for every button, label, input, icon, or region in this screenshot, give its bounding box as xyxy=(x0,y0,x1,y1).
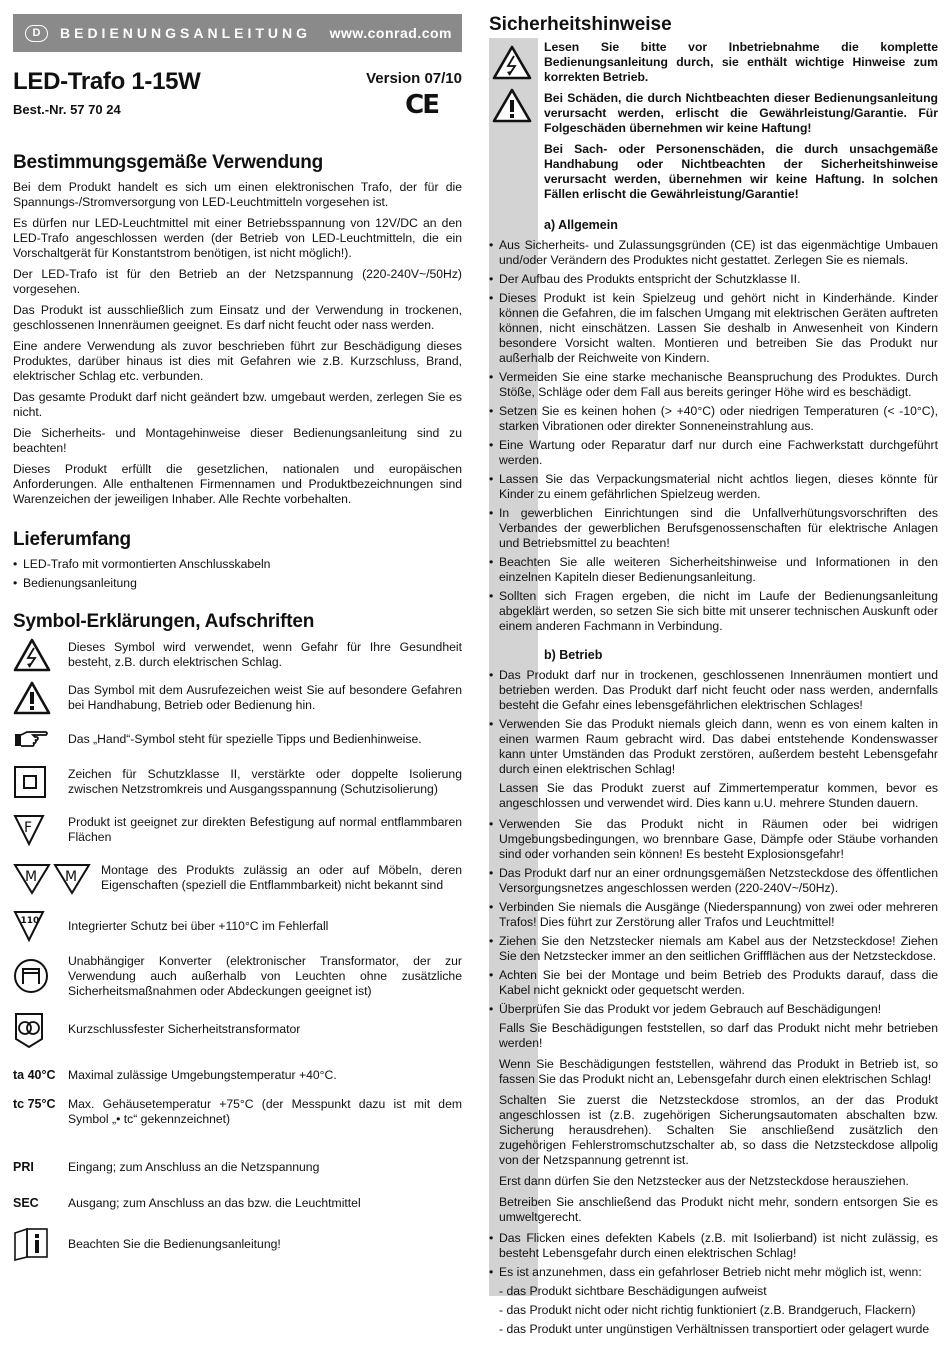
symbol-row xyxy=(13,903,462,949)
symbol-row xyxy=(13,1095,462,1149)
symbol-description: Integrierter Schutz bei über +110°C im Fehlerfall xyxy=(68,918,329,933)
symbol-code: SEC xyxy=(13,1196,39,1210)
symbol-description: Montage des Produkts zulässig an oder auf Möbeln, deren Eigenschaften (speziell die Entflammbarkeit) nicht bekannt sind xyxy=(101,863,462,892)
indented-note: Wenn Sie Beschädigungen feststellen, während das Produkt in Betrieb ist, so fassen Sie das Produkt nicht an, Lebensgefahr durch einen elektrischen Schlag! xyxy=(499,1057,938,1086)
order-number: Best.-Nr. 57 70 24 xyxy=(13,102,121,117)
list-item: • Überprüfen Sie das Produkt vor jedem Gebrauch auf Beschädigungen! xyxy=(489,1002,938,1017)
indented-note: Schalten Sie zuerst die Netzsteckdose stromlos, an der das Produkt angeschlossen ist (z.B. zugehörigen Sicherungsautomaten abschalten bzw. Sicherung herausdrehen). Schalten Sie anschließend zusätzlich den zugehörigen Fehlerstromschutzschalter ab, so dass die Netzsteckdose allpolig von der Netzspannung getrennt ist. xyxy=(499,1093,938,1167)
electric-warning-icon xyxy=(13,638,68,672)
intro-paragraph: Bei Sach- oder Personenschäden, die durch unsachgemäße Handhabung oder Nichtbeachten der Sicherheitshinweise verursacht werden, übernehmen wir keine Haftung. In solchen Fällen erlischt die Gewährleistung/Garantie! xyxy=(544,142,938,201)
mm-mark-icon xyxy=(13,861,101,895)
symbols-heading: Symbol-Erklärungen, Aufschriften xyxy=(13,611,315,632)
f-mark-icon xyxy=(13,814,68,846)
delivery-heading: Lieferumfang xyxy=(13,529,131,550)
ce-mark-icon: CE xyxy=(405,90,438,120)
header-url: www.conrad.com xyxy=(329,25,452,41)
usage-paragraph: Dieses Produkt erfüllt die gesetzlichen, nationalen und europäischen Anforderungen. Alle enthaltenen Firmennamen und Produktbezeichnungen sind Warenzeichen der jeweiligen Inhaber. Alle Rechte vorbehalten. xyxy=(13,462,462,506)
list-item: • Lassen Sie das Verpackungsmaterial nicht achtlos liegen, dieses könnte für Kinder zu einem gefährlichen Spielzeug werden. xyxy=(489,472,938,502)
symbol-row xyxy=(13,949,462,1003)
symbol-row xyxy=(13,1221,462,1267)
symbol-row xyxy=(13,721,462,757)
safety-content xyxy=(489,40,938,1337)
electric-warning-icon xyxy=(492,45,532,81)
symbols-section xyxy=(13,611,462,1267)
operation-list xyxy=(489,668,938,1337)
intro-paragraph: Bei Schäden, die durch Nichtbeachten dieser Bedienungsanleitung verursacht werden, erlischt die Gewährleistung/Garantie. Für Folgeschäden übernehmen wir keine Haftung! xyxy=(544,91,938,135)
symbol-code: tc 75°C xyxy=(13,1097,56,1111)
indented-note: Lassen Sie das Produkt zuerst auf Zimmertemperatur kommen, bevor es angeschlossen und verwendet wird. Dies kann u.U. mehrere Stunden dauern. xyxy=(499,781,938,810)
symbol-row xyxy=(13,853,462,903)
hand-pointer-icon xyxy=(13,728,68,750)
language-badge: D xyxy=(25,25,48,42)
symbol-description: Eingang; zum Anschluss an die Netzspannung xyxy=(68,1159,320,1174)
safety-intro xyxy=(544,40,938,202)
list-item: • Aus Sicherheits- und Zulassungsgründen (CE) ist das eigenmächtige Umbauen und/oder Verändern des Produktes nicht gestattet. Zerlegen Sie es niemals. xyxy=(489,238,938,268)
list-item-text: Das Produkt darf nur in trockenen, geschlossenen Innenräumen montiert und betrieben werden. Das Produkt darf nicht feucht oder nass werden, andernfalls besteht die Gefahr eines lebensgefährlichen elektrischen Schlages! xyxy=(499,668,938,712)
symbol-row xyxy=(13,807,462,853)
list-item: • Dieses Produkt ist kein Spielzeug und gehört nicht in Kinderhände. Kinder können die Gefahren, die im falschen Umgang mit elektrischen Geräten auftreten können, nicht einschätzen. Lassen Sie deshalb in Anwesenheit von Kindern besondere Vorsicht walten. Montieren und betreiben Sie das Produkt nur außerhalb der Reichweite von Kindern. xyxy=(489,291,938,366)
product-title: LED-Trafo 1-15W xyxy=(13,68,201,95)
list-item: • Vermeiden Sie eine starke mechanische Beanspruchung des Produktes. Durch Stöße, Schläge oder dem Fall aus bereits geringer Höhe wird es beschädigt. xyxy=(489,370,938,400)
general-list xyxy=(489,238,938,634)
header-bar xyxy=(13,14,462,52)
operation-heading: b) Betrieb xyxy=(544,648,603,662)
list-item: • Ziehen Sie den Netzstecker niemals am Kabel aus der Netzsteckdose! Ziehen Sie den Netzstecker immer an den seitlichen Griffflächen aus der Netzsteckdose. xyxy=(489,934,938,964)
temp-110-icon xyxy=(13,910,68,942)
list-item: • Achten Sie bei der Montage und beim Betrieb des Produkts darauf, dass die Kabel nicht geknickt oder gequetscht werden. xyxy=(489,968,938,998)
dash-item: - das Produkt nicht oder nicht richtig funktioniert (z.B. Brandgeruch, Flackern) xyxy=(499,1303,916,1317)
list-item: • Verwenden Sie das Produkt nicht in Räumen oder bei widrigen Umgebungsbedingungen, wo brennbare Gase, Dämpfe oder Stäube vorhanden sind oder vorhanden sein können! Es besteht Explosionsgefahr! xyxy=(489,817,938,862)
list-item: • In gewerblichen Einrichtungen sind die Unfallverhütungsvorschriften des Verbandes der gewerblichen Berufsgenossenschaften für elektrische Anlagen und Betriebsmittel zu beachten! xyxy=(489,506,938,551)
usage-paragraph: Der LED-Trafo ist für den Betrieb an der Netzspannung (220-240V~/50Hz) vorgesehen. xyxy=(13,267,462,296)
independent-converter-icon xyxy=(13,958,68,994)
symbol-row xyxy=(13,635,462,675)
usage-paragraph: Bei dem Produkt handelt es sich um einen elektronischen Trafo, der für die Spannungs-/Stromversorgung von LED-Leuchtmitteln vorgesehen ist. xyxy=(13,180,462,209)
usage-heading: Bestimmungsgemäße Verwendung xyxy=(13,152,324,173)
symbol-row xyxy=(13,675,462,721)
symbol-code: ta 40°C xyxy=(13,1068,56,1082)
symbol-code: PRI xyxy=(13,1160,34,1174)
list-item: • Verbinden Sie niemals die Ausgänge (Niederspannung) von zwei oder mehreren Trafos! Dies führt zur Zerstörung aller Trafos und Leuchtmittel! xyxy=(489,900,938,930)
list-item-text: Verwenden Sie das Produkt niemals gleich dann, wenn es von einem kalten in einen warmen Raum gebracht wird. Das dabei entstehende Kondenswasser kann unter Umständen das Produkt zerstören, außerdem besteht Lebensgefahr durch einen elektrischen Schlag! xyxy=(499,717,938,776)
list-item: • Der Aufbau des Produkts entspricht der Schutzklasse II. xyxy=(489,272,938,287)
usage-paragraph: Die Sicherheits- und Montagehinweise dieser Bedienungsanleitung sind zu beachten! xyxy=(13,426,462,455)
list-item: • Bedienungsanleitung xyxy=(13,576,462,591)
protection-class-ii-icon xyxy=(13,765,68,799)
header-title: BEDIENUNGSANLEITUNG xyxy=(60,25,312,41)
exclamation-warning-icon xyxy=(492,88,532,124)
symbol-description: Das „Hand“-Symbol steht für spezielle Tipps und Bedienhinweise. xyxy=(68,731,422,746)
usage-paragraph: Das gesamte Produkt darf nicht geändert bzw. umgebaut werden, zerlegen Sie es nicht. xyxy=(13,390,462,419)
symbol-description: Zeichen für Schutzklasse II, verstärkte oder doppelte Isolierung zwischen Netzstromkreis und Ausgangsspannung (Schutzisolierung) xyxy=(68,767,462,796)
list-item: • Setzen Sie es keinen hohen (> +40°C) oder niedrigen Temperaturen (< -10°C), starken Vibrationen oder direkter Sonneneinstrahlung aus. xyxy=(489,404,938,434)
indented-note: Erst dann dürfen Sie den Netzstecker aus der Netzsteckdose herausziehen. xyxy=(499,1174,909,1188)
symbol-row xyxy=(13,1149,462,1185)
usage-section xyxy=(13,152,462,507)
list-item xyxy=(489,668,938,713)
left-column xyxy=(13,14,462,1267)
symbol-description: Das Symbol mit dem Ausrufezeichen weist Sie auf besondere Gefahren bei Handhabung, Betrieb oder Bedienung hin. xyxy=(68,683,462,712)
symbol-description: Kurzschlussfester Sicherheitstransformator xyxy=(68,1021,301,1036)
list-item: • Beachten Sie alle weiteren Sicherheitshinweise und Informationen in den einzelnen Kapiteln dieser Bedienungsanleitung. xyxy=(489,555,938,585)
symbol-description: Produkt ist geeignet zur direkten Befestigung auf normal entflammbaren Flächen xyxy=(68,815,462,844)
symbol-row xyxy=(13,1055,462,1095)
version-label: Version 07/10 xyxy=(366,70,462,87)
general-heading: a) Allgemein xyxy=(544,218,618,232)
intro-paragraph: Lesen Sie bitte vor Inbetriebnahme die komplette Bedienungsanleitung durch, sie enthält wichtige Hinweise zum korrekten Betrieb. xyxy=(544,40,938,84)
symbol-description: Ausgang; zum Anschluss an das bzw. die Leuchtmittel xyxy=(68,1195,361,1210)
dash-item: - das Produkt sichtbare Beschädigungen aufweist xyxy=(499,1284,767,1298)
indented-note: Falls Sie Beschädigungen feststellen, so darf das Produkt nicht mehr betrieben werden! xyxy=(499,1021,938,1050)
symbol-description: Dieses Symbol wird verwendet, wenn Gefahr für Ihre Gesundheit besteht, z.B. durch elektrischen Schlag. xyxy=(68,640,462,669)
symbol-row xyxy=(13,1185,462,1221)
svg-text:M: M xyxy=(65,869,78,885)
svg-text:F: F xyxy=(24,820,33,836)
dash-item: - das Produkt unter ungünstigen Verhältnissen transportiert oder gelagert wurde xyxy=(499,1322,930,1336)
safety-heading: Sicherheitshinweise xyxy=(489,14,672,35)
list-item: • Es ist anzunehmen, dass ein gefahrloser Betrieb nicht mehr möglich ist, wenn: xyxy=(489,1265,938,1280)
temp-110-label: 110 xyxy=(20,916,40,926)
usage-paragraph: Das Produkt ist ausschließlich zum Einsatz und der Verwendung in trockenen, geschlossenen Innenräumen geeignet. Es darf nicht feucht oder nass werden. xyxy=(13,303,462,332)
symbol-description: Max. Gehäusetemperatur +75°C (der Messpunkt dazu ist mit dem Symbol „• tc“ gekennzeichnet) xyxy=(68,1097,462,1126)
warning-icons xyxy=(492,45,532,129)
product-info xyxy=(13,68,462,148)
list-item: • Das Produkt darf nur an einer ordnungsgemäßen Netzsteckdose des öffentlichen Versorgungsnetzes angeschlossen werden (220-240V~/50Hz). xyxy=(489,866,938,896)
svg-text:M: M xyxy=(25,869,38,885)
symbol-description: Maximal zulässige Umgebungstemperatur +40°C. xyxy=(68,1067,337,1082)
list-item xyxy=(489,717,938,777)
delivery-section xyxy=(13,529,462,591)
list-item: • Sollten sich Fragen ergeben, die nicht im Laufe der Bedienungsanleitung abgeklärt werden, so setzen Sie sich bitte mit unserer technischen Auskunft oder einem anderen Fachmann in Verbindung. xyxy=(489,589,938,634)
usage-paragraph: Es dürfen nur LED-Leuchtmittel mit einer Betriebsspannung von 12V/DC an den LED-Trafo angeschlossen werden (der Betrieb von LED-Leuchtmitteln, die ein Vorschaltgerät für Konstantstrom benötigen, ist nicht möglich!). xyxy=(13,216,462,260)
symbol-description: Beachten Sie die Bedienungsanleitung! xyxy=(68,1236,281,1251)
usage-paragraph: Eine andere Verwendung als zuvor beschrieben führt zur Beschädigung dieses Produktes, darüber hinaus ist dies mit Gefahren wie z.B. Kurzschluss, Brand, elektrischer Schlag etc. verbunden. xyxy=(13,339,462,383)
symbol-row xyxy=(13,757,462,807)
right-column xyxy=(489,14,938,1341)
delivery-list xyxy=(13,557,462,591)
list-item: • Eine Wartung oder Reparatur darf nur durch eine Fachwerkstatt durchgeführt werden. xyxy=(489,438,938,468)
indented-note: Betreiben Sie anschließend das Produkt nicht mehr, sondern entsorgen Sie es umweltgerecht. xyxy=(499,1195,938,1224)
list-item: • LED-Trafo mit vormontierten Anschlusskabeln xyxy=(13,557,462,572)
exclamation-warning-icon xyxy=(13,681,68,715)
symbol-description: Unabhängiger Konverter (elektronischer Transformator, der zur Verwendung auch außerhalb von Leuchten ohne zusätzliche Sicherheitsmaßnahmen oder Abdeckungen geeignet ist) xyxy=(68,953,462,998)
read-manual-icon xyxy=(13,1227,68,1261)
short-circuit-transformer-icon xyxy=(13,1009,68,1049)
symbol-row xyxy=(13,1003,462,1055)
list-item: • Das Flicken eines defekten Kabels (z.B. mit Isolierband) ist nicht zulässig, es besteht Lebensgefahr durch einen elektrischen Schlag! xyxy=(489,1231,938,1261)
